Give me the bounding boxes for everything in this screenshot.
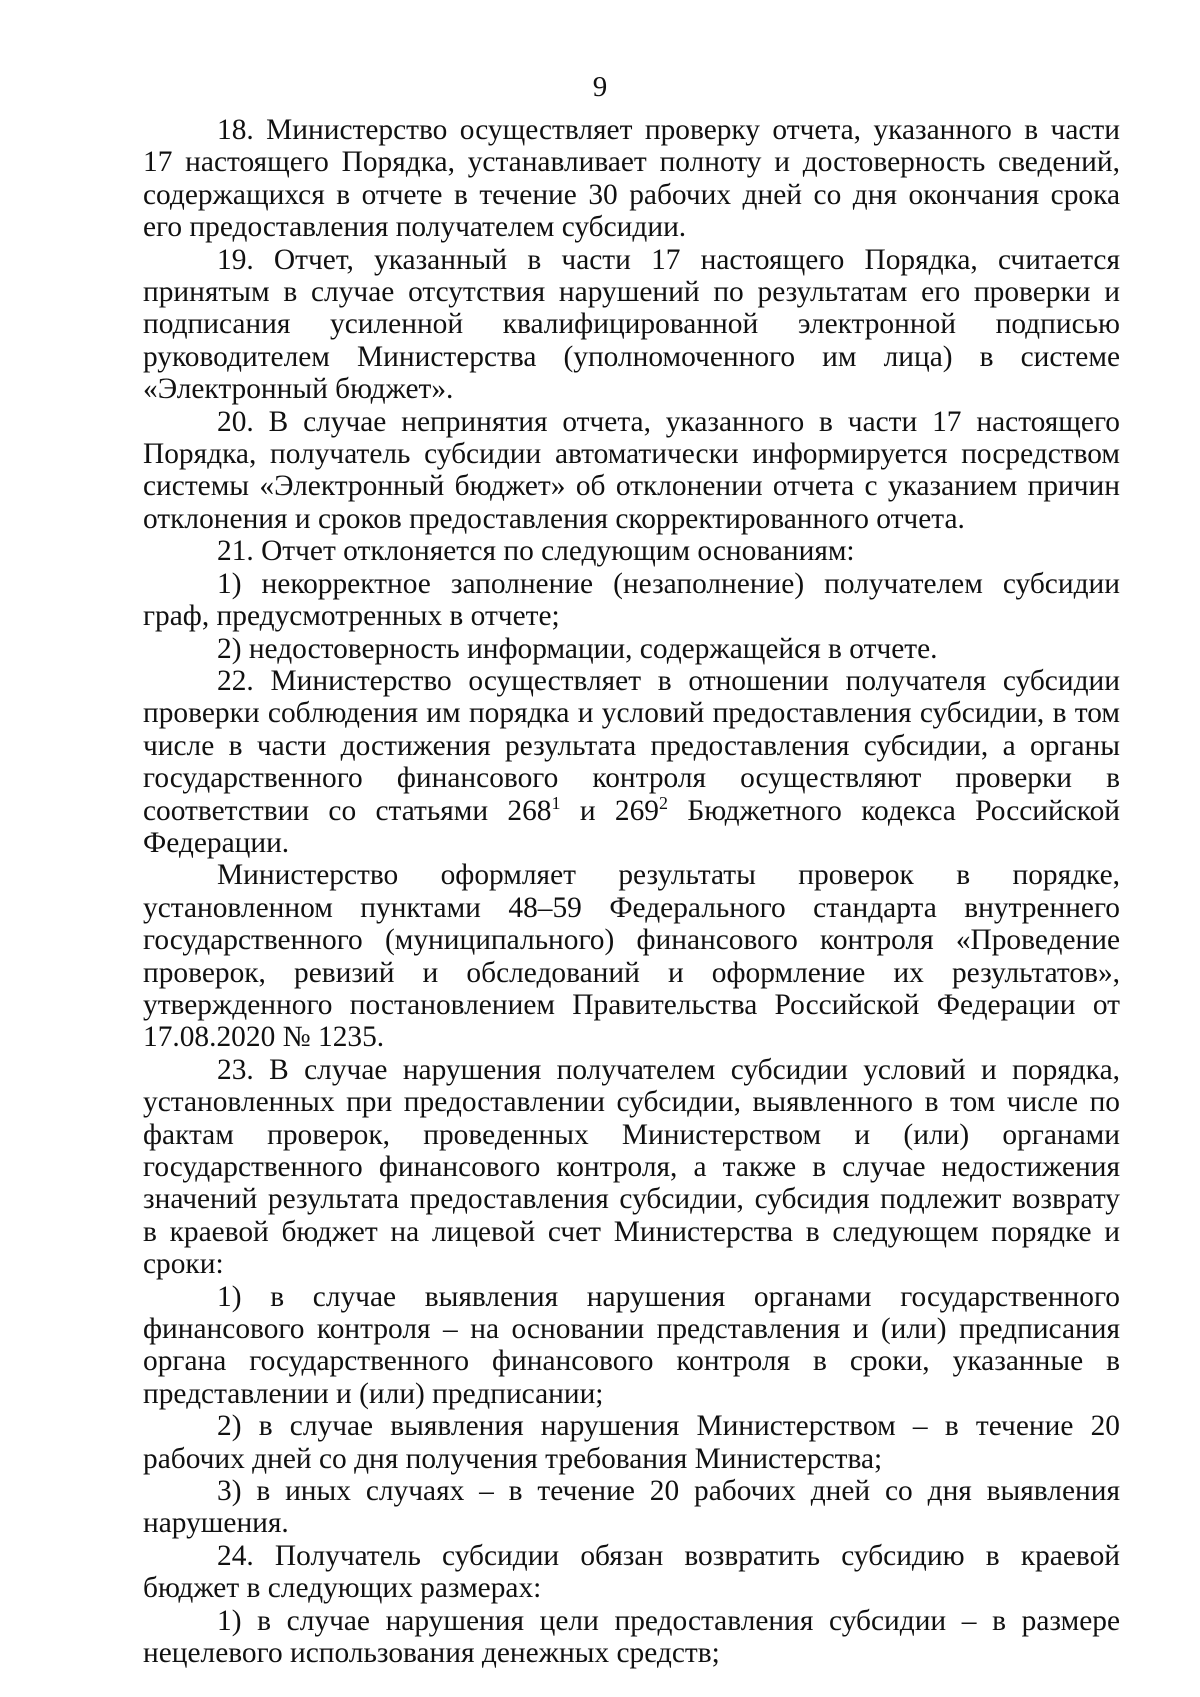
page-number: 9 <box>592 71 608 103</box>
paragraph-24: 24. Получатель субсидии обязан возвратить субсидию в краевой бюджет в следующих размерах: <box>143 1539 1120 1605</box>
paragraph-24-item-1: 1) в случае нарушения цели предоставления субсидии – в размере нецелевого использования денежных средств; <box>143 1604 1120 1670</box>
paragraph-19: 19. Отчет, указанный в части 17 настоящего Порядка, считается принятым в случае отсутствия нарушений по результатам его проверки и подписания усиленной квалифицированной электронной подписью руководителем Министерства (уполномоченного им лица) в системе «Электронный бюджет». <box>143 243 1120 406</box>
paragraph-20: 20. В случае непринятия отчета, указанного в части 17 настоящего Порядка, получатель субсидии автоматически информируется посредством системы «Электронный бюджет» об отклонении отчета с указанием причин отклонения и сроков предоставления скорректированного отчета. <box>143 405 1120 535</box>
paragraph-23-item-3: 3) в иных случаях – в течение 20 рабочих дней со дня выявления нарушения. <box>143 1475 1120 1540</box>
paragraph-23: 23. В случае нарушения получателем субсидии условий и порядка, установленных при предоставлении субсидии, выявленного в том числе по фактам проверок, проведенных Министерством и (или) органами государственного финансового контроля, а также в случае недостижения значений результата предоставления субсидии, субсидия подлежит возврату в краевой бюджет на лицевой счет Министерства в следующем порядке и сроки: <box>143 1053 1120 1281</box>
paragraph-21-item-2: 2) недостоверность информации, содержащейся в отчете. <box>217 632 938 665</box>
paragraph-22-text-a: 22. Министерство осуществляет в отношении получателя субсидии проверки соблюдения им порядка и условий предоставления субсидии, в том числе в части достижения результата предоставления субсидии, а органы государственного финансового контроля осуществляют проверки в соответствии со статьями 268 <box>143 664 1120 827</box>
paragraph-23-item-1: 1) в случае выявления нарушения органами государственного финансового контроля – на основании представления и (или) предписания органа государственного финансового контроля в сроки, указанные в представлении и (или) предписании; <box>143 1280 1120 1410</box>
paragraph-22-text-c: Бюджетного кодекса Российской Федерации. <box>143 794 1121 859</box>
paragraph-22 <box>143 665 1120 859</box>
document-body <box>143 114 1120 1670</box>
paragraph-22-sup-b: 2 <box>659 792 668 813</box>
paragraph-23-item-2: 2) в случае выявления нарушения Министерством – в течение 20 рабочих дней со дня получения требования Министерства; <box>143 1410 1120 1475</box>
paragraph-22-sup-a: 1 <box>551 792 561 813</box>
paragraph-22-text-b: и 269 <box>560 794 659 827</box>
paragraph-22-continued: Министерство оформляет результаты проверок в порядке, установленном пунктами 48–59 Федерального стандарта внутреннего государственного (муниципального) финансового контроля «Проведение проверок, ревизий и обследований и оформление их результатов», утвержденного постановлением Правительства Российской Федерации от 17.08.2020 № 1235. <box>143 859 1120 1054</box>
paragraph-21-item-1: 1) некорректное заполнение (незаполнение) получателем субсидии граф, предусмотренных в отчете; <box>143 567 1120 633</box>
paragraph-18: 18. Министерство осуществляет проверку отчета, указанного в части 17 настоящего Порядка, устанавливает полноту и достоверность сведений, содержащихся в отчете в течение 30 рабочих дней со дня окончания срока его предоставления получателем субсидии. <box>143 114 1120 244</box>
paragraph-21: 21. Отчет отклоняется по следующим основаниям: <box>217 535 855 568</box>
